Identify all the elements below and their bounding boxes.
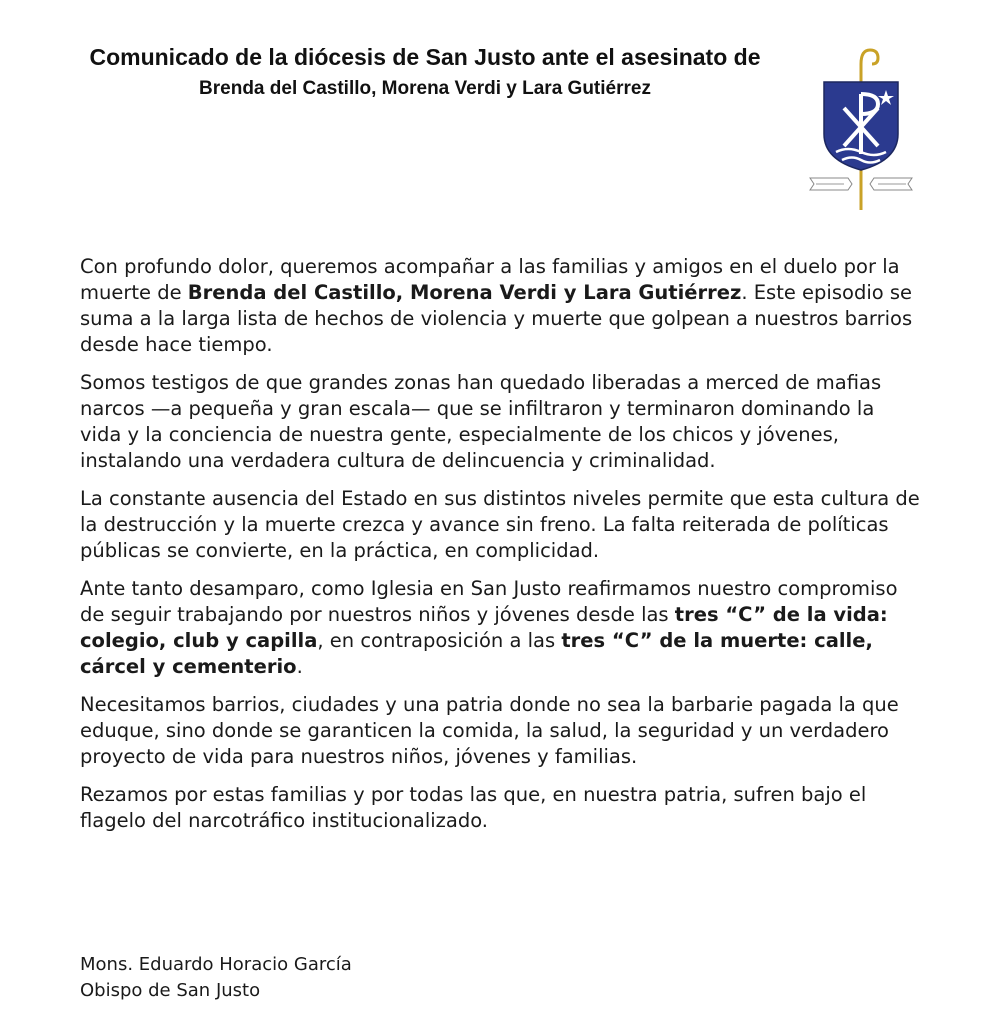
paragraph — [80, 576, 920, 680]
text-run: Somos testigos de que grandes zonas han quedado liberadas a merced de mafias narcos —a pequeña y gran escala— que se infiltraron y terminaron dominando la vida y la conciencia de nuestra gente, especialmente de los chicos y jóvenes, instalando una verdadera cultura de delincuencia y criminalidad. — [80, 371, 882, 472]
paragraph — [80, 486, 920, 564]
paragraph — [80, 692, 920, 770]
text-run: Necesitamos barrios, ciudades y una patria donde no sea la barbarie pagada la que eduque, sino donde se garanticen la comida, la salud, la seguridad y un verdadero proyecto de vida para nuestros niños, jóvenes y familias. — [80, 693, 899, 768]
document-body — [80, 254, 920, 846]
bold-text: Brenda del Castillo, Morena Verdi y Lara Gutiérrez — [187, 281, 742, 304]
document-subtitle: Brenda del Castillo, Morena Verdi y Lara Gutiérrez — [199, 78, 651, 99]
paragraph — [80, 782, 920, 834]
text-run: , en contraposición a las — [317, 629, 562, 652]
text-run: . — [296, 655, 303, 678]
document-header — [0, 44, 850, 100]
text-run: Ante tanto desamparo, como Iglesia en San Justo reafirmamos nuestro compromiso de seguir trabajando por nuestros niños y jóvenes desde las — [80, 577, 898, 626]
diocese-coat-of-arms-icon — [808, 42, 914, 216]
signature-role: Obispo de San Justo — [80, 980, 261, 1001]
paragraph — [80, 370, 920, 474]
text-run: . Este episodio se suma a la larga lista de hechos de violencia y muerte que golpean a nuestros barrios desde hace tiempo. — [80, 281, 913, 356]
bold-text: tres “C” de la vida: colegio, club y capilla — [80, 603, 888, 652]
text-run: Rezamos por estas familias y por todas las que, en nuestra patria, sufren bajo el flagelo del narcotráfico institucionalizado. — [80, 783, 867, 832]
document-title: Comunicado de la diócesis de San Justo ante el asesinato de — [89, 44, 761, 70]
signature-block — [80, 952, 352, 1004]
signature-name: Mons. Eduardo Horacio García — [80, 954, 352, 975]
bold-text: tres “C” de la muerte: calle, cárcel y cementerio — [80, 629, 873, 678]
paragraph — [80, 254, 920, 358]
text-run: La constante ausencia del Estado en sus distintos niveles permite que esta cultura de la destrucción y la muerte crezca y avance sin freno. La falta reiterada de políticas públicas se convierte, en la práctica, en complicidad. — [80, 487, 920, 562]
text-run: Con profundo dolor, queremos acompañar a las familias y amigos en el duelo por la muerte de — [80, 255, 900, 304]
